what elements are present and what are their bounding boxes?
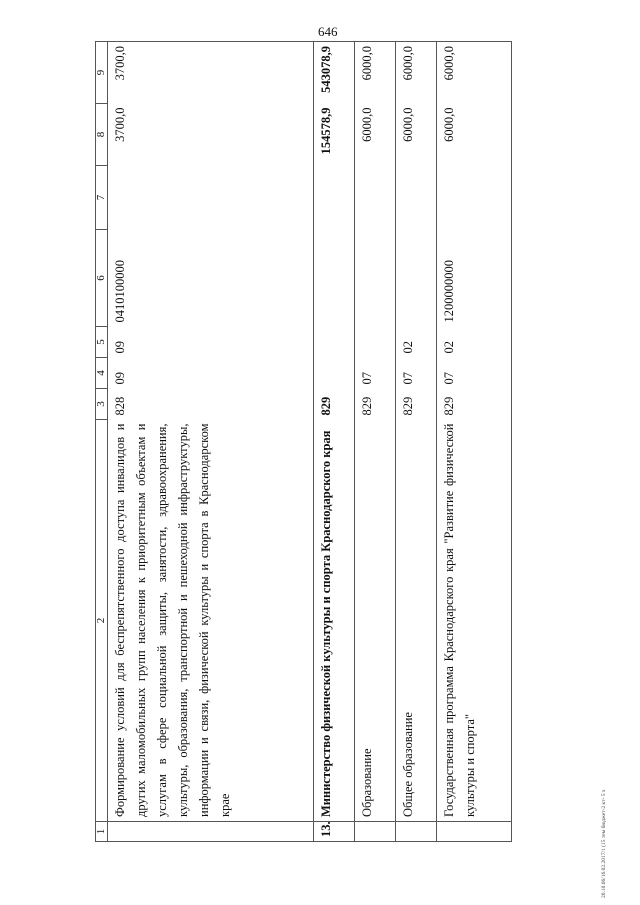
header-cell: 8 [96, 104, 108, 166]
row-number-cell [396, 822, 437, 842]
code-cell [314, 358, 355, 389]
code-cell: 09 [108, 358, 314, 389]
budget-table [95, 41, 512, 842]
row-number-cell [437, 822, 512, 842]
header-cell: 5 [96, 327, 108, 358]
amount-cell: 6000,0 [437, 104, 512, 166]
amount-cell: 3700,0 [108, 42, 314, 104]
code-cell: 1200000000 [437, 230, 512, 327]
code-cell: 828 [108, 389, 314, 420]
code-cell [314, 166, 355, 230]
code-cell [108, 166, 314, 230]
code-cell [314, 230, 355, 327]
amount-cell: 6000,0 [355, 42, 396, 104]
table-row [355, 42, 396, 842]
code-cell [396, 166, 437, 230]
header-cell: 6 [96, 230, 108, 327]
code-cell [355, 166, 396, 230]
row-number-cell: 13. [314, 822, 355, 842]
amount-cell: 6000,0 [437, 42, 512, 104]
amount-cell: 6000,0 [396, 104, 437, 166]
code-cell: 02 [437, 327, 512, 358]
item-name-cell: Общее образование [396, 420, 437, 822]
code-cell: 07 [437, 358, 512, 389]
header-cell: 9 [96, 42, 108, 104]
table-row [314, 42, 355, 842]
item-name-cell: Образование [355, 420, 396, 822]
item-name-cell: Министерство физической культуры и спорта Краснодарского края [314, 420, 355, 822]
code-cell: 09 [108, 327, 314, 358]
item-name-cell: Государственная программа Краснодарского края "Развитие физической культуры и спорта" [437, 420, 512, 822]
code-cell [396, 230, 437, 327]
row-number-cell [108, 822, 314, 842]
code-cell [437, 166, 512, 230]
amount-cell: 3700,0 [108, 104, 314, 166]
code-cell: 0410100000 [108, 230, 314, 327]
page-number: 646 [318, 24, 338, 39]
document-code: 20.10.06/16.02.2017/1 (15 тем бюджет-2 кт- 5 х [601, 789, 607, 898]
header-cell: 4 [96, 358, 108, 389]
header-cell: 2 [96, 420, 108, 822]
code-cell: 02 [396, 327, 437, 358]
table-row [108, 42, 314, 842]
amount-cell: 154578,9 [314, 104, 355, 166]
header-cell: 3 [96, 389, 108, 420]
code-cell [355, 327, 396, 358]
code-cell: 07 [396, 358, 437, 389]
header-cell: 7 [96, 166, 108, 230]
header-row [96, 42, 108, 842]
code-cell: 07 [355, 358, 396, 389]
amount-cell: 543078,9 [314, 42, 355, 104]
budget-table-rotated [95, 42, 477, 842]
code-cell [355, 230, 396, 327]
item-name-cell: Формирование условий для беспрепятственного доступа инвалидов и других маломобильных групп населения к приоритетным объектам и услугам в сфере социальной защиты, занятости, здравоохранения, культуры, образования, транспортной и пешеходной инфраструктуры, информации и связи, физической культуры и спорта в Краснодарском крае [108, 420, 314, 822]
amount-cell: 6000,0 [355, 104, 396, 166]
table-row [396, 42, 437, 842]
code-cell [314, 327, 355, 358]
code-cell: 829 [437, 389, 512, 420]
code-cell: 829 [396, 389, 437, 420]
amount-cell: 6000,0 [396, 42, 437, 104]
code-cell: 829 [314, 389, 355, 420]
header-cell: 1 [96, 822, 108, 842]
code-cell: 829 [355, 389, 396, 420]
row-number-cell [355, 822, 396, 842]
table-row [437, 42, 512, 842]
